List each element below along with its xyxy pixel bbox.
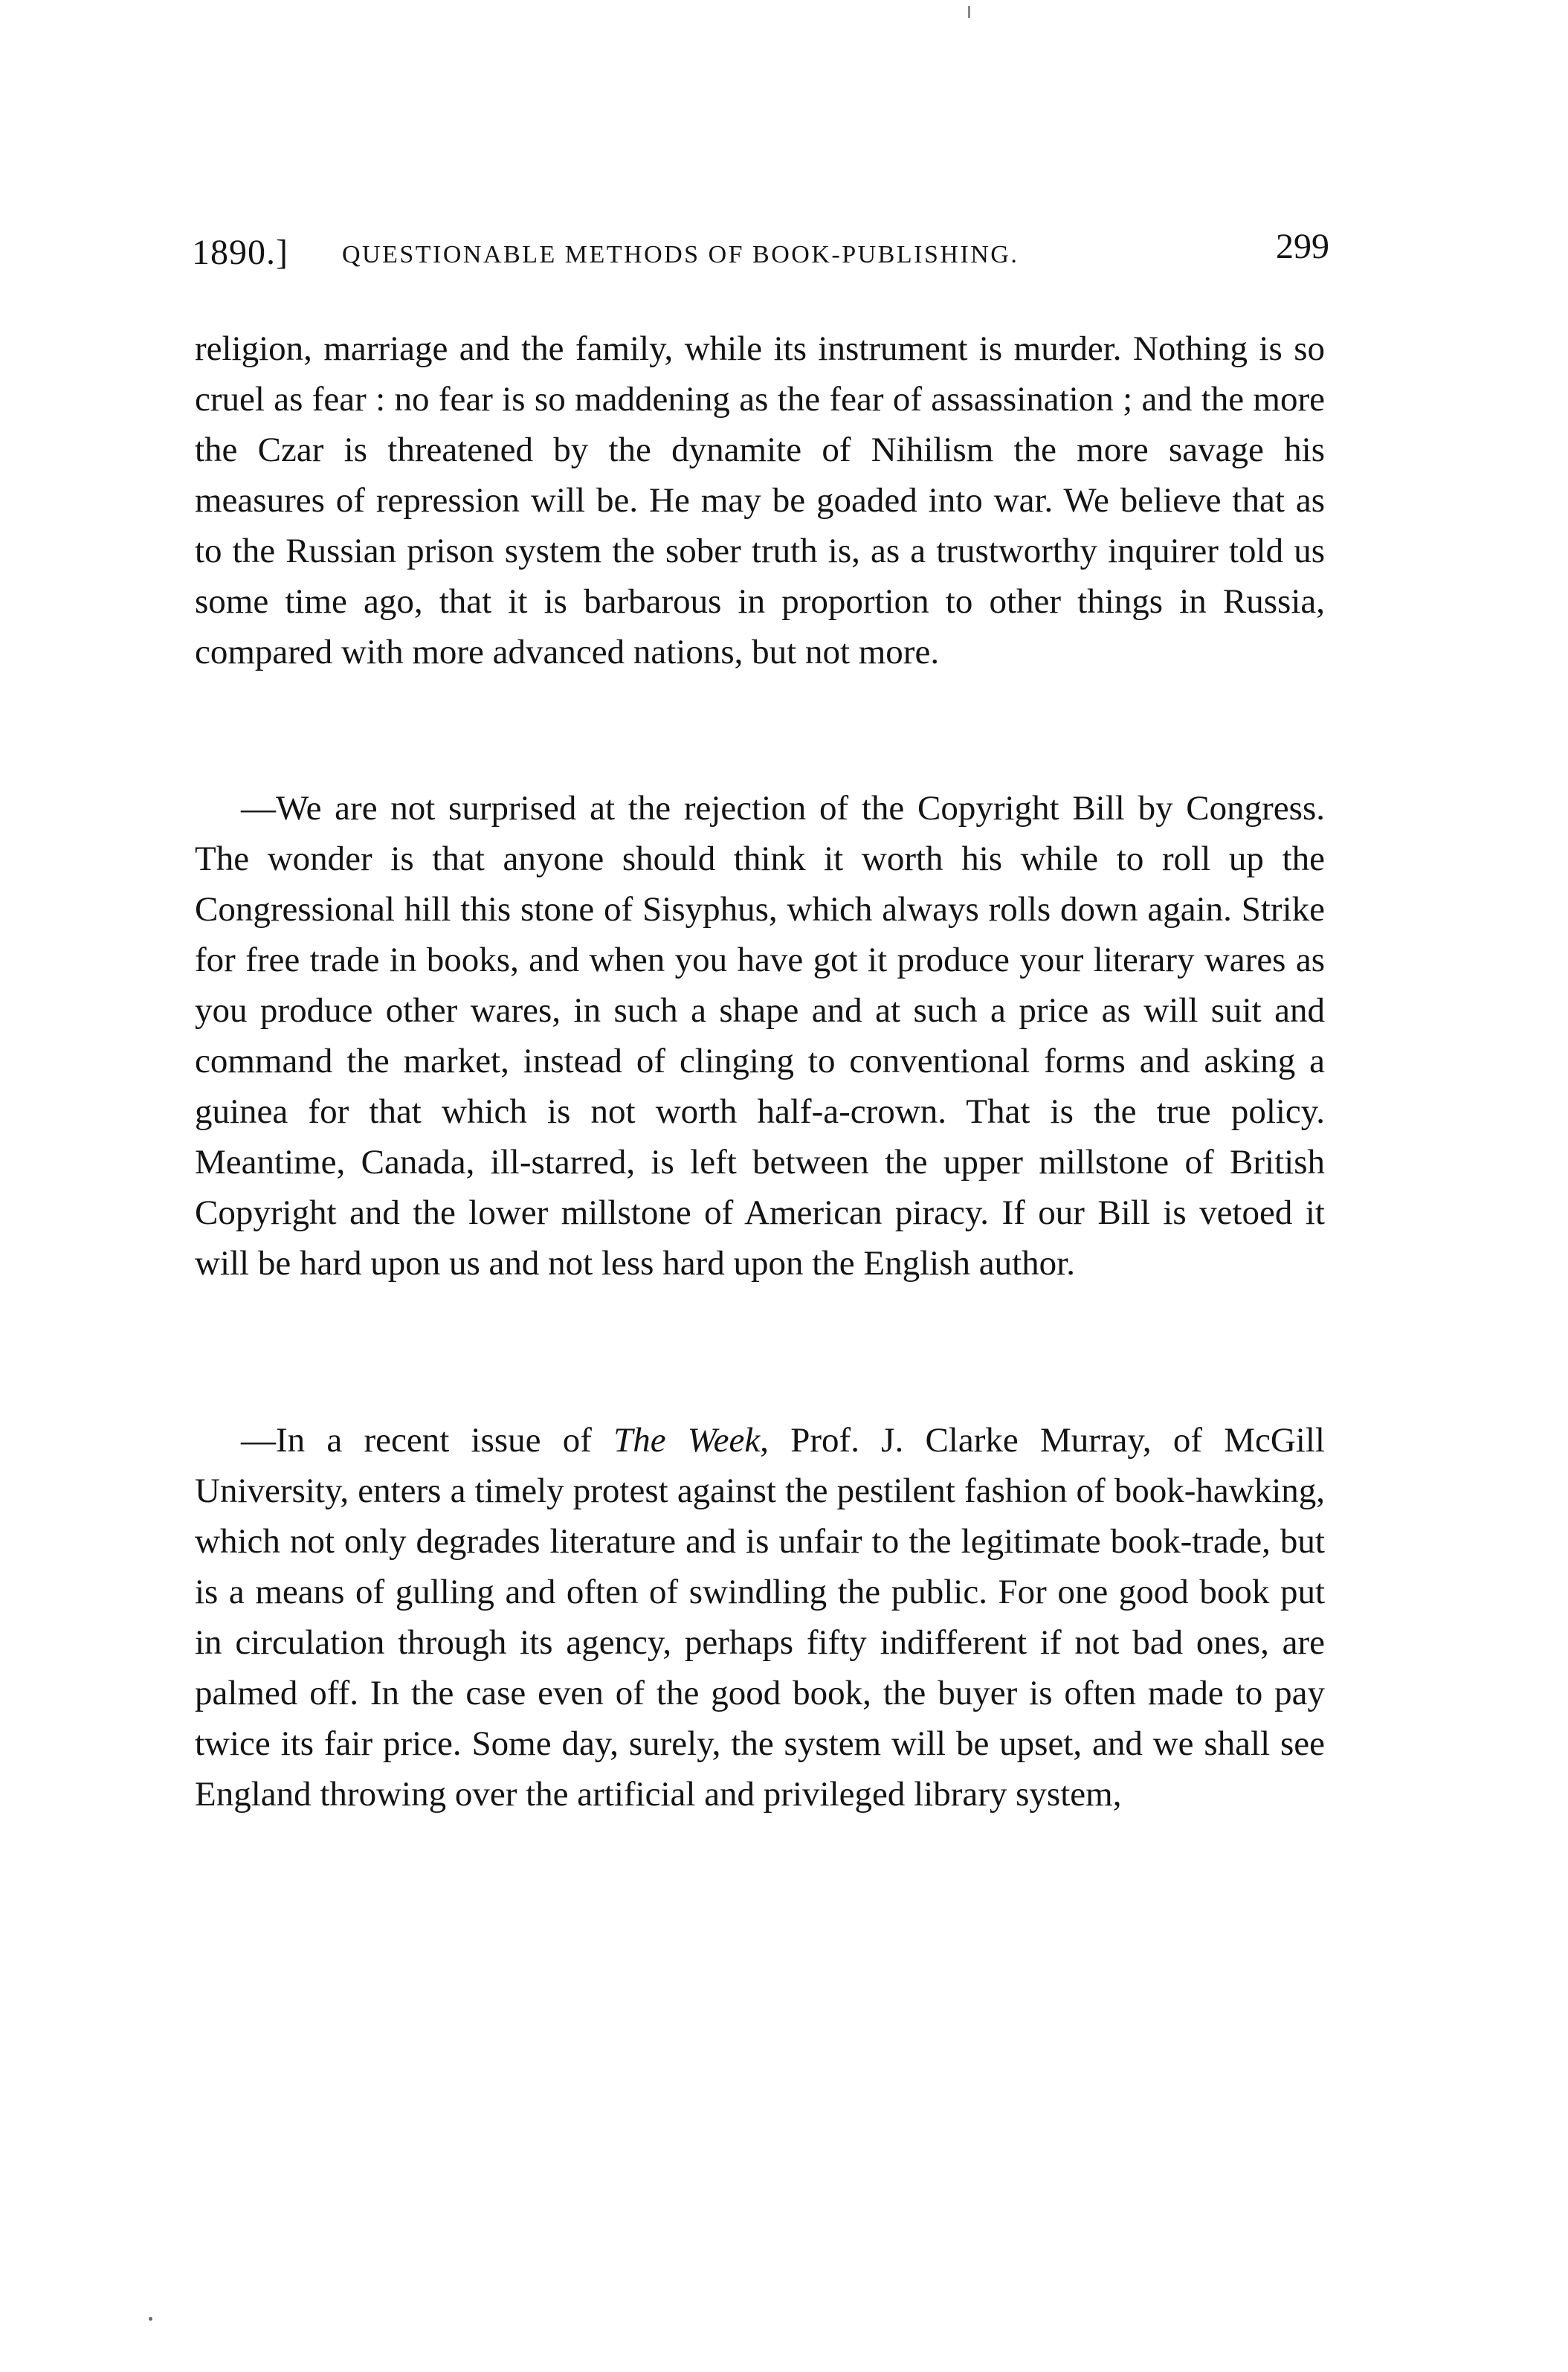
paragraph-book-hawking-text: , Prof. J. Clarke Murray, of McGill University, enters a timely protest against the pestilent fashion of book-hawking, which not only degrades literature and is unfair to the legitimate book-trade, but is a means of gulling and often of swindling the public. For one good book put in circulation through its agency, perhaps fifty indifferent if not bad ones, are palmed off. In the case even of the good book, the buyer is often made to pay twice its fair price. Some day, surely, the system will be upset, and we shall see England throwing over the artificial and privileged library system, xyxy=(195,1421,1325,1814)
scan-speck-bottom xyxy=(149,2317,152,2321)
periodical-title: The Week xyxy=(613,1421,761,1460)
scan-speck-top xyxy=(968,6,970,18)
page-number: 299 xyxy=(1276,227,1329,266)
header-year: 1890.] xyxy=(192,233,288,272)
book-page xyxy=(192,223,1329,1820)
paragraph-copyright xyxy=(195,783,1325,1289)
header-title: QUESTIONABLE METHODS OF BOOK-PUBLISHING. xyxy=(342,241,1019,268)
section-gap xyxy=(195,677,1325,783)
paragraph-russia: religion, marriage and the family, while its instrument is murder. Nothing is so cruel as fear : no fear is so maddening as the fear of assassination ; and the more the Czar is threatened by the dynamite of Nihilism the more savage his measures of repression will be. He may be goaded into war. We believe that as to the Russian prison system the sober truth is, as a trustworthy inquirer told us some time ago, that it is barbarous in proportion to other things in Russia, compared with more advanced nations, but not more. xyxy=(195,329,1325,671)
paragraph-book-hawking xyxy=(195,1415,1325,1820)
running-head xyxy=(192,223,1329,283)
paragraph-book-hawking-lead: —In a recent issue of xyxy=(241,1421,614,1460)
section-gap xyxy=(195,1289,1325,1415)
paragraph-copyright-text: —We are not surprised at the rejection of the Copyright Bill by Congress. The wonder is that anyone should think it worth his while to roll up the Congressional hill this stone of Sisyphus, which always rolls down again. Strike for free trade in books, and when you have got it produce your literary wares as you produce other wares, in such a shape and at such a price as will suit and command the market, instead of clinging to conventional forms and asking a guinea for that which is not worth half-a-crown. That is the true policy. Meantime, Canada, ill-starred, is left between the upper millstone of British Copyright and the lower millstone of American piracy. If our Bill is vetoed it will be hard upon us and not less hard upon the English author. xyxy=(195,789,1325,1283)
